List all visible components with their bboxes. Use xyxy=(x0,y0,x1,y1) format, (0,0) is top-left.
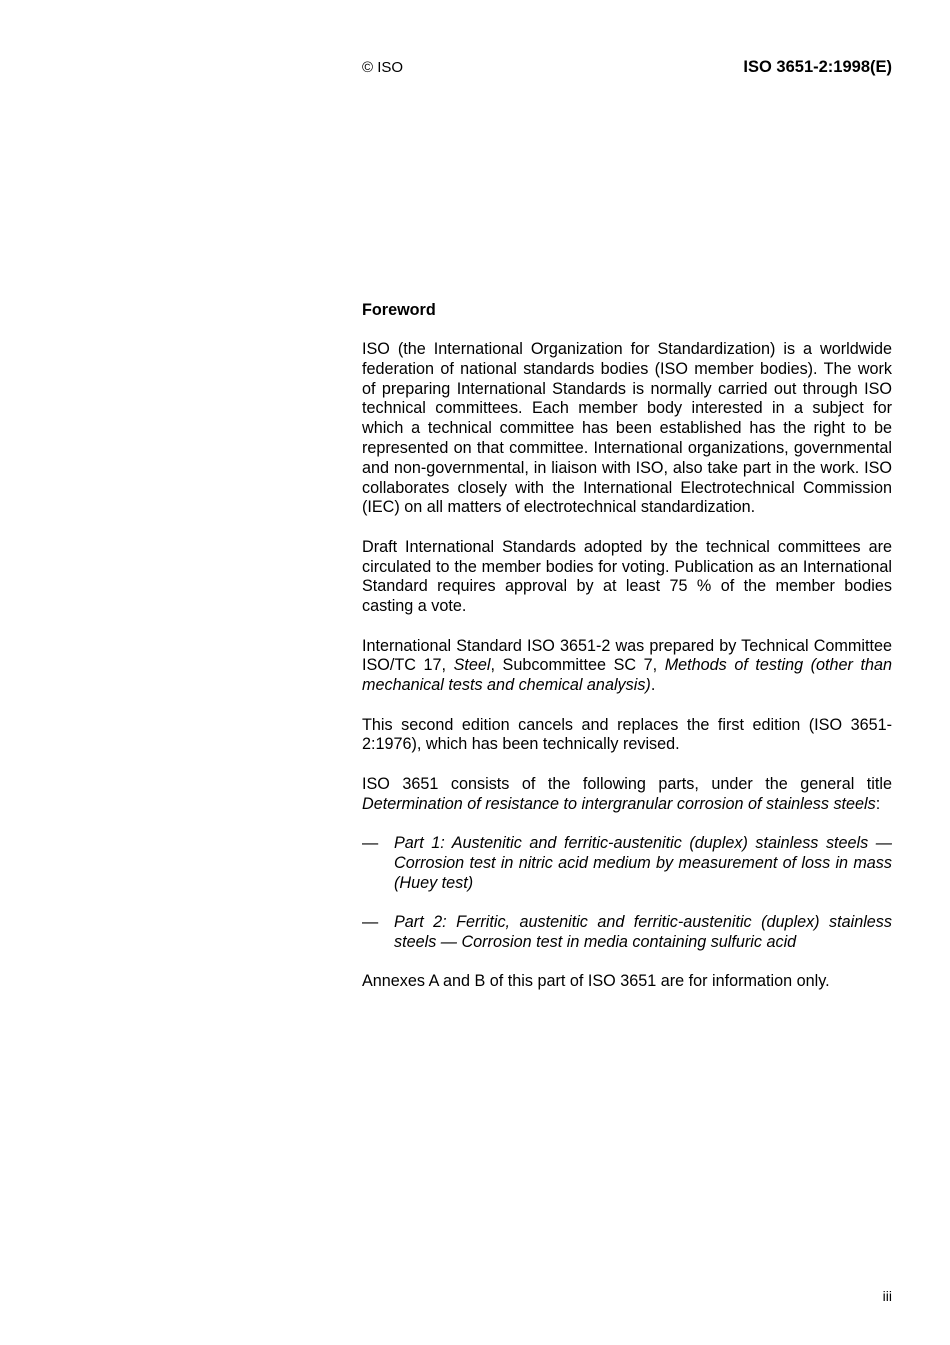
subcommittee-text: , Subcommittee SC 7, xyxy=(490,656,665,675)
page-number: iii xyxy=(882,1288,892,1304)
paragraph-draft-standards: Draft International Standards adopted by the technical committees are circulated to the member bodies for voting. Publication as an International Standard requires approval by at least 75 % of the member bodies casting a vote. xyxy=(362,537,892,616)
part-2-title: Part 2: Ferritic, austenitic and ferritic-austenitic (duplex) stainless steels — Corrosion test in media containing sulfuric acid xyxy=(394,912,892,951)
parts-intro-text: ISO 3651 consists of the following parts, under the general title xyxy=(362,774,892,793)
foreword-section xyxy=(362,300,892,1011)
list-item-part-1 xyxy=(362,834,892,893)
subcommittee-name: Methods of testing (other than mechanical tests and chemical analysis) xyxy=(362,656,892,695)
list-dash: — xyxy=(362,833,379,852)
paragraph-parts-intro xyxy=(362,775,892,815)
paragraph-annexes: Annexes A and B of this part of ISO 3651 are for information only. xyxy=(362,972,830,991)
part-1-title: Part 1: Austenitic and ferritic-austenitic (duplex) stainless steels — Corrosion test in nitric acid medium by measurement of loss in mass (Huey test) xyxy=(394,833,892,892)
section-heading: Foreword xyxy=(362,301,436,319)
period: . xyxy=(650,676,656,695)
colon: : xyxy=(875,794,881,813)
list-item-part-2 xyxy=(362,913,892,953)
committee-name: Steel xyxy=(453,656,491,675)
general-title: Determination of resistance to intergranular corrosion of stainless steels xyxy=(362,794,876,813)
copyright-notice: © ISO xyxy=(362,59,404,76)
paragraph-edition: This second edition cancels and replaces the first edition (ISO 3651-2:1976), which has been technically revised. xyxy=(362,715,892,754)
paragraph-iso-overview: ISO (the International Organization for Standardization) is a worldwide federation of national standards bodies (ISO member bodies). The work of preparing International Standards is normally carried out through ISO technical committees. Each member body interested in a subject for which a technical committee has been established has the right to be represented on that committee. International organizations, governmental and non-governmental, in liaison with ISO, also take part in the work. ISO collaborates closely with the International Electrotechnical Commission (IEC) on all matters of electrotechnical standardization. xyxy=(362,340,892,517)
paragraph-preparation xyxy=(362,637,892,696)
list-dash: — xyxy=(362,912,379,931)
preparation-text: International Standard ISO 3651-2 was prepared by Technical Committee ISO/TC 17, xyxy=(362,636,892,675)
document-identifier: ISO 3651-2:1998(E) xyxy=(743,58,892,76)
